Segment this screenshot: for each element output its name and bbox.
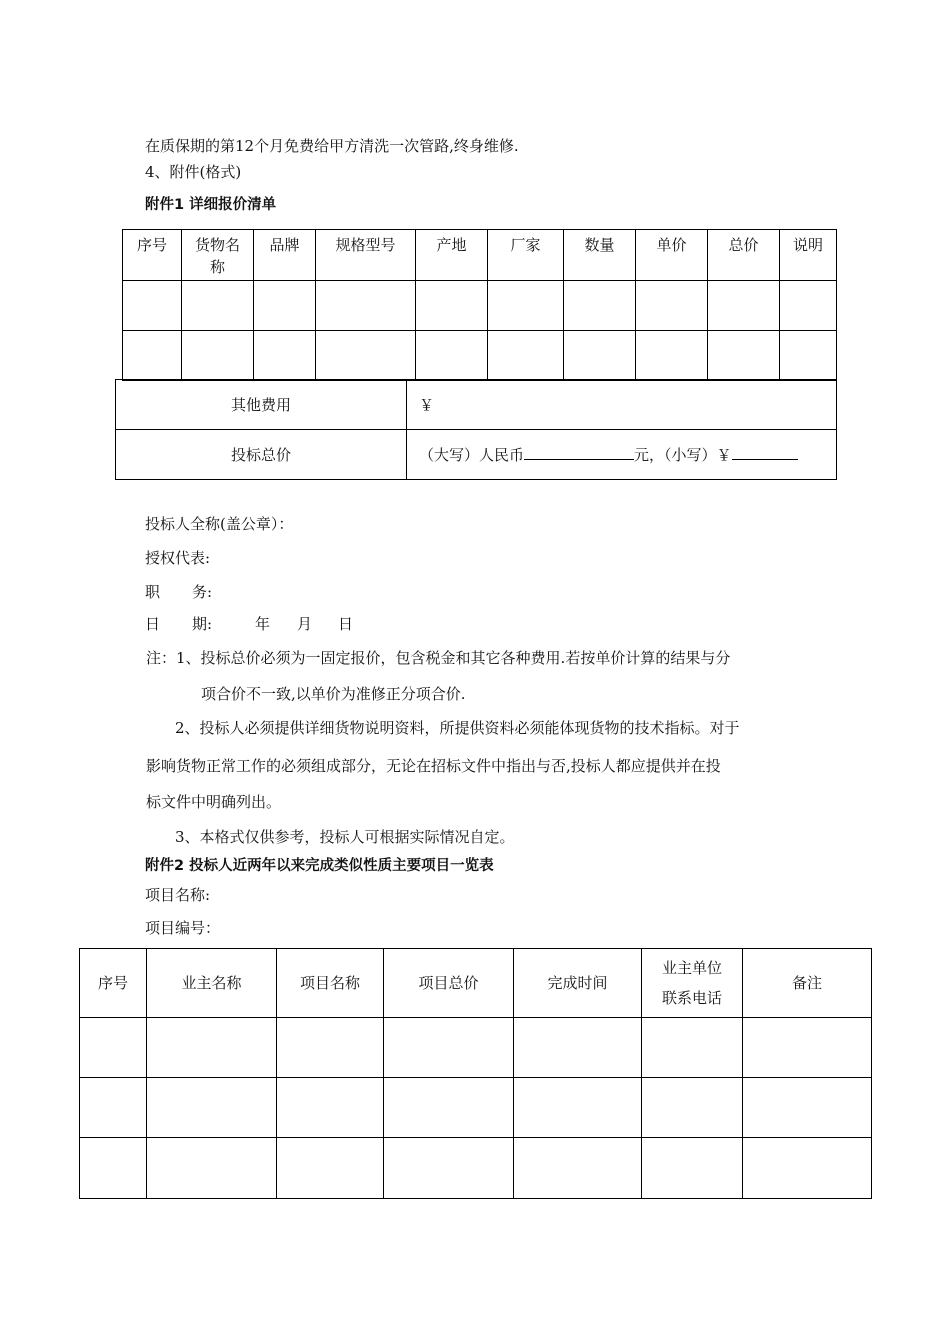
table-cell[interactable] xyxy=(514,1078,642,1138)
table-cell[interactable] xyxy=(708,331,780,381)
table-row xyxy=(80,1078,872,1138)
table-cell[interactable] xyxy=(384,1018,514,1078)
projects-table xyxy=(79,948,872,1199)
table-cell[interactable] xyxy=(780,331,837,381)
total-price-value[interactable] xyxy=(407,430,837,480)
bidder-full-name-label: 投标人全称(盖公章）： xyxy=(145,515,294,533)
representative-label: 授权代表: xyxy=(145,549,211,567)
table-cell[interactable] xyxy=(277,1078,384,1138)
table-cell[interactable] xyxy=(80,1018,147,1078)
table-cell[interactable] xyxy=(254,331,316,381)
totals-table xyxy=(115,379,837,480)
table-cell[interactable] xyxy=(316,281,416,331)
table-cell[interactable] xyxy=(636,331,708,381)
header-cell: 品牌 xyxy=(254,230,316,281)
header-cell: 产地 xyxy=(416,230,488,281)
header-cell: 项目名称 xyxy=(277,949,384,1018)
intro-line-1: 在质保期的第12个月免费给甲方清洗一次管路,终身维修. xyxy=(145,137,519,155)
header-cell: 序号 xyxy=(80,949,147,1018)
position-label-a: 职 xyxy=(145,583,161,601)
note-2-line-3: 标文件中明确列出。 xyxy=(146,793,282,811)
table-cell[interactable] xyxy=(384,1078,514,1138)
table-cell[interactable] xyxy=(642,1018,743,1078)
table-cell[interactable] xyxy=(780,281,837,331)
intro-line-2: 4、附件(格式) xyxy=(145,163,242,181)
table-cell[interactable] xyxy=(182,281,254,331)
table-cell[interactable] xyxy=(564,281,636,331)
header-cell: 数量 xyxy=(564,230,636,281)
position-label-b: 务: xyxy=(192,583,213,601)
header-cell: 业主名称 xyxy=(147,949,277,1018)
total-lowercase-label: 元，（小写）￥ xyxy=(634,445,732,464)
project-name-label: 项目名称: xyxy=(145,886,211,904)
date-month: 月 xyxy=(297,615,313,633)
note-2-line-2: 影响货物正常工作的必须组成部分，无论在招标文件中指出与否,投标人都应提供并在投 xyxy=(146,757,721,775)
table-row xyxy=(123,331,837,381)
table-cell[interactable] xyxy=(708,281,780,331)
note-1-line-2: 项合价不一致,以单价为准修正分项合价. xyxy=(201,685,466,703)
table-cell[interactable] xyxy=(488,331,564,381)
table-cell[interactable] xyxy=(384,1138,514,1199)
total-uppercase-label: （大写）人民币 xyxy=(419,445,525,464)
header-cell: 序号 xyxy=(123,230,182,281)
lowercase-amount-blank[interactable] xyxy=(732,445,798,460)
other-fees-label: 其他费用 xyxy=(116,380,407,430)
header-cell: 说明 xyxy=(780,230,837,281)
date-label-a: 日 xyxy=(145,615,161,633)
table-cell[interactable] xyxy=(277,1018,384,1078)
project-number-label: 项目编号： xyxy=(145,919,221,937)
table-cell[interactable] xyxy=(254,281,316,331)
table-cell[interactable] xyxy=(514,1138,642,1199)
table-cell[interactable] xyxy=(123,331,182,381)
table-row xyxy=(80,1138,872,1199)
total-price-row xyxy=(116,430,837,480)
other-fees-row xyxy=(116,380,837,430)
table-cell[interactable] xyxy=(564,331,636,381)
other-fees-value[interactable]: ￥ xyxy=(407,380,837,430)
attachment1-title: 附件1 详细报价清单 xyxy=(145,197,277,213)
date-label-b: 期: xyxy=(192,615,213,633)
date-year: 年 xyxy=(255,615,271,633)
table-cell[interactable] xyxy=(147,1078,277,1138)
table-cell[interactable] xyxy=(147,1018,277,1078)
table-cell[interactable] xyxy=(277,1138,384,1199)
table-cell[interactable] xyxy=(743,1138,872,1199)
header-cell: 项目总价 xyxy=(384,949,514,1018)
note-2-line-1: 2、投标人必须提供详细货物说明资料，所提供资料必须能体现货物的技术指标。对于 xyxy=(175,719,740,737)
quote-table-header-row xyxy=(123,230,837,281)
table-cell[interactable] xyxy=(514,1018,642,1078)
table-cell[interactable] xyxy=(743,1078,872,1138)
attachment2-title: 附件2 投标人近两年以来完成类似性质主要项目一览表 xyxy=(145,858,494,874)
header-cell: 货物名称 xyxy=(182,230,254,281)
table-cell[interactable] xyxy=(416,331,488,381)
table-cell[interactable] xyxy=(182,331,254,381)
table-cell[interactable] xyxy=(316,331,416,381)
header-cell: 单价 xyxy=(636,230,708,281)
date-day: 日 xyxy=(338,615,354,633)
note-1-line-1: 注：1、投标总价必须为一固定报价，包含税金和其它各种费用.若按单价计算的结果与分 xyxy=(146,649,731,667)
table-cell[interactable] xyxy=(147,1138,277,1199)
table-row xyxy=(123,281,837,331)
header-cell: 规格型号 xyxy=(316,230,416,281)
header-cell: 备注 xyxy=(743,949,872,1018)
header-cell: 完成时间 xyxy=(514,949,642,1018)
table-cell[interactable] xyxy=(636,281,708,331)
note-3: 3、本格式仅供参考，投标人可根据实际情况自定。 xyxy=(175,828,515,846)
header-cell: 业主单位联系电话 xyxy=(642,949,743,1018)
table-cell[interactable] xyxy=(123,281,182,331)
table-cell[interactable] xyxy=(743,1018,872,1078)
table-cell[interactable] xyxy=(642,1078,743,1138)
table-cell[interactable] xyxy=(80,1138,147,1199)
table-row xyxy=(80,1018,872,1078)
table-cell[interactable] xyxy=(488,281,564,331)
projects-table-header-row xyxy=(80,949,872,1018)
table-cell[interactable] xyxy=(416,281,488,331)
table-cell[interactable] xyxy=(80,1078,147,1138)
table-cell[interactable] xyxy=(642,1138,743,1199)
quote-table xyxy=(122,229,837,381)
uppercase-amount-blank[interactable] xyxy=(524,445,634,460)
header-cell: 总价 xyxy=(708,230,780,281)
header-cell: 厂家 xyxy=(488,230,564,281)
total-price-label: 投标总价 xyxy=(116,430,407,480)
